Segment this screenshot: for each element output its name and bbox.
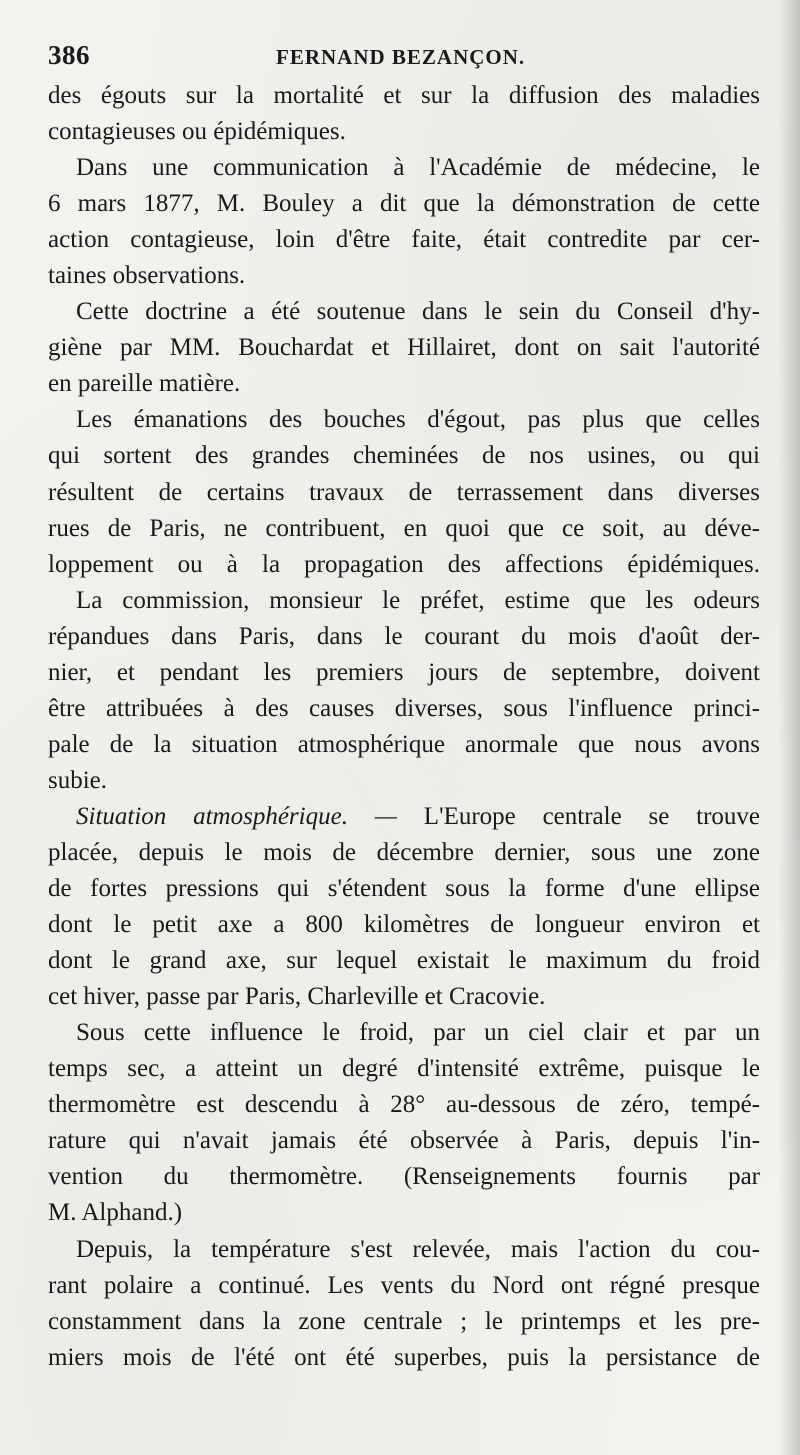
section-heading-line [48, 799, 760, 835]
text-line: thermomètre est descendu à 28° au-dessous de zéro, tempé- [48, 1091, 760, 1119]
paragraph-start-line: La commission, monsieur le préfet, estime que les odeurs [76, 586, 760, 614]
text-line: nier, et pendant les premiers jours de septembre, doivent [48, 658, 760, 686]
page-number: 386 [48, 40, 90, 70]
text-line: rant polaire a continué. Les vents du Nord ont régné presque [48, 1271, 760, 1299]
paragraph-start-line: Les émanations des bouches d'égout, pas plus que celles [76, 406, 760, 434]
paragraph-start-line: Dans une communication à l'Académie de médecine, le [76, 154, 760, 182]
text-line: dont le petit axe a 800 kilomètres de longueur environ et [48, 911, 760, 939]
text-line: subie. [48, 766, 108, 794]
text-line: miers mois de l'été ont été superbes, puis la persistance de [48, 1343, 760, 1371]
text-line: dont le grand axe, sur lequel existait le maximum du froid [48, 947, 760, 975]
page-edge-shadow [778, 0, 800, 1455]
text-line: résultent de certains travaux de terrassement dans diverses [48, 478, 760, 506]
text-line: être attribuées à des causes diverses, sous l'influence princi- [48, 694, 760, 722]
text-line: rues de Paris, ne contribuent, en quoi que ce soit, au déve- [48, 514, 760, 542]
section-heading-continuation: L'Europe centrale se trouve [423, 802, 760, 830]
running-head: FERNAND BEZANÇON. [276, 45, 526, 69]
text-line: rature qui n'avait jamais été observée à Paris, depuis l'in- [48, 1127, 760, 1155]
text-line: en pareille matière. [48, 370, 241, 398]
text-line: répandues dans Paris, dans le courant du mois d'août der- [48, 622, 760, 650]
text-line: taines observations. [48, 262, 246, 290]
text-line: temps sec, a atteint un degré d'intensité extrême, puisque le [48, 1055, 760, 1083]
paragraph-start-line: Sous cette influence le froid, par un ciel clair et par un [76, 1019, 760, 1047]
text-line: M. Alphand.) [48, 1199, 183, 1227]
section-heading: Situation atmosphérique. — [76, 802, 397, 830]
text-line: constamment dans la zone centrale ; le printemps et les pre- [48, 1307, 760, 1335]
text-line: de fortes pressions qui s'étendent sous la forme d'une ellipse [48, 875, 760, 903]
paragraph-start-line: Depuis, la température s'est relevée, mais l'action du cou- [76, 1235, 760, 1263]
paragraph-start-line: Cette doctrine a été soutenue dans le sein du Conseil d'hy- [76, 298, 760, 326]
text-line: pale de la situation atmosphérique anormale que nous avons [48, 730, 760, 758]
text-line: vention du thermomètre. (Renseignements fournis par [48, 1163, 760, 1191]
text-line: action contagieuse, loin d'être faite, était contredite par cer- [48, 226, 760, 254]
text-line: placée, depuis le mois de décembre dernier, sous une zone [48, 838, 760, 866]
text-line: cet hiver, passe par Paris, Charleville et Cracovie. [48, 983, 546, 1011]
text-line: giène par MM. Bouchardat et Hillairet, dont on sait l'autorité [48, 334, 760, 362]
body-text [48, 78, 760, 1376]
text-line: des égouts sur la mortalité et sur la diffusion des maladies [48, 82, 760, 109]
page-header [48, 40, 748, 80]
text-line: loppement ou à la propagation des affections épidémiques. [48, 550, 760, 578]
text-line: qui sortent des grandes cheminées de nos usines, ou qui [48, 442, 760, 470]
text-line: contagieuses ou épidémiques. [48, 118, 346, 146]
text-line: 6 mars 1877, M. Bouley a dit que la démonstration de cette [48, 190, 760, 218]
